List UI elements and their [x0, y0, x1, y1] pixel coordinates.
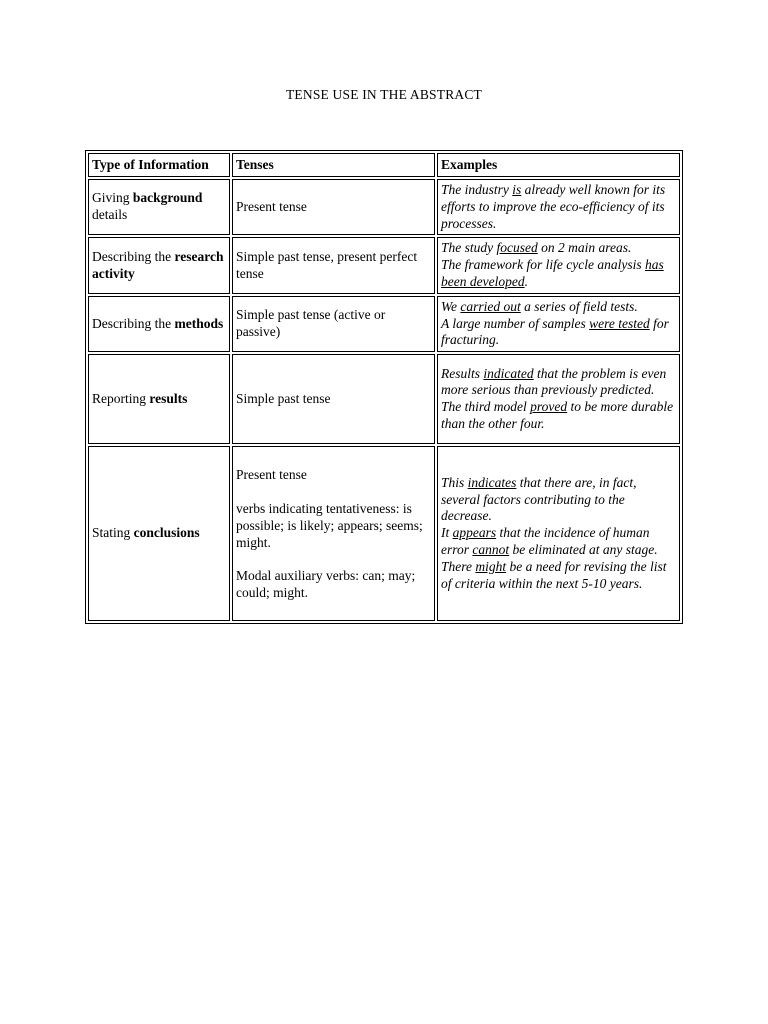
example-text: be a need for revising the list of criteria within the next 5-10 years. — [441, 558, 667, 591]
example-cell — [437, 179, 680, 235]
underlined-verb: is — [512, 182, 522, 197]
header-type-of-information: Type of Information — [88, 153, 230, 177]
example-text: We — [441, 298, 461, 314]
underlined-verb: focused — [496, 240, 538, 256]
example-text: This — [441, 474, 468, 490]
underlined-verb: appears — [452, 525, 497, 541]
type-text: details — [92, 207, 128, 223]
type-keyword: research activity — [92, 248, 224, 281]
example-cell — [437, 354, 680, 444]
type-cell — [88, 237, 230, 293]
tense-cell: Simple past tense — [232, 354, 435, 444]
example-cell — [437, 446, 680, 621]
type-keyword: methods — [174, 315, 224, 331]
tense-line: Present tense — [236, 467, 307, 483]
example-text: that there are, in fact, several factors contributing to the decrease. — [441, 474, 637, 524]
table-row — [88, 296, 680, 352]
header-examples: Examples — [437, 153, 680, 177]
type-text: Giving — [92, 190, 133, 206]
example-cell — [437, 296, 680, 352]
underlined-verb: indicated — [483, 365, 534, 381]
example-text: a series of field tests. — [520, 298, 638, 314]
example-text: for fracturing. — [441, 315, 669, 348]
example-text: . — [524, 273, 528, 289]
example-text: A large number of samples — [441, 315, 590, 331]
tense-line: verbs indicating tentativeness: is possible; is likely; appears; seems; might. — [236, 501, 423, 550]
type-cell — [88, 296, 230, 352]
example-cell — [437, 237, 680, 293]
table-header-row — [88, 153, 680, 177]
tense-cell: Present tense — [232, 179, 435, 235]
example-text: that the problem is even more serious than previously predicted. — [441, 365, 667, 398]
example-text: The framework for life cycle analysis — [441, 257, 645, 273]
table-row — [88, 237, 680, 293]
example-text: It — [441, 525, 453, 541]
underlined-verb: were tested — [589, 315, 650, 331]
type-cell — [88, 446, 230, 621]
tense-cell: Simple past tense, present perfect tense — [232, 237, 435, 293]
example-text: to be more durable than the other four. — [441, 399, 674, 431]
example-text: The study — [441, 240, 497, 256]
type-text: Describing the — [92, 248, 175, 264]
type-keyword: results — [149, 390, 188, 406]
underlined-verb: might — [475, 558, 507, 574]
underlined-verb: has been developed — [441, 257, 664, 289]
example-text: be eliminated at any stage. — [509, 542, 658, 558]
table-row — [88, 179, 680, 235]
underlined-verb: indicates — [467, 474, 517, 490]
tense-cell: Simple past tense (active or passive) — [232, 296, 435, 352]
tense-line: Modal auxiliary verbs: can; may; could; might. — [236, 568, 416, 601]
table-row — [88, 354, 680, 444]
example-text: on 2 main areas. — [537, 240, 632, 256]
example-text: The third model — [441, 399, 531, 415]
type-text: Describing the — [92, 315, 175, 331]
table-row — [88, 446, 680, 621]
type-cell — [88, 354, 230, 444]
tense-table — [85, 150, 683, 624]
type-text: Reporting — [92, 390, 150, 406]
example-text: Results — [441, 365, 484, 381]
type-cell — [88, 179, 230, 235]
type-keyword: background — [132, 190, 203, 206]
example-text: The industry — [441, 182, 513, 197]
type-keyword: conclusions — [133, 525, 200, 541]
example-text: that the incidence of human error — [441, 525, 650, 558]
header-tenses: Tenses — [232, 153, 435, 177]
page-title: TENSE USE IN THE ABSTRACT — [285, 87, 482, 102]
example-text: There — [441, 558, 476, 574]
underlined-verb: carried out — [460, 298, 521, 314]
example-text: already well known for its efforts to improve the eco-efficiency of its processes. — [441, 182, 666, 231]
underlined-verb: cannot — [472, 542, 510, 558]
type-text: Stating — [92, 525, 134, 541]
tense-cell — [232, 446, 435, 621]
underlined-verb: proved — [530, 399, 568, 415]
